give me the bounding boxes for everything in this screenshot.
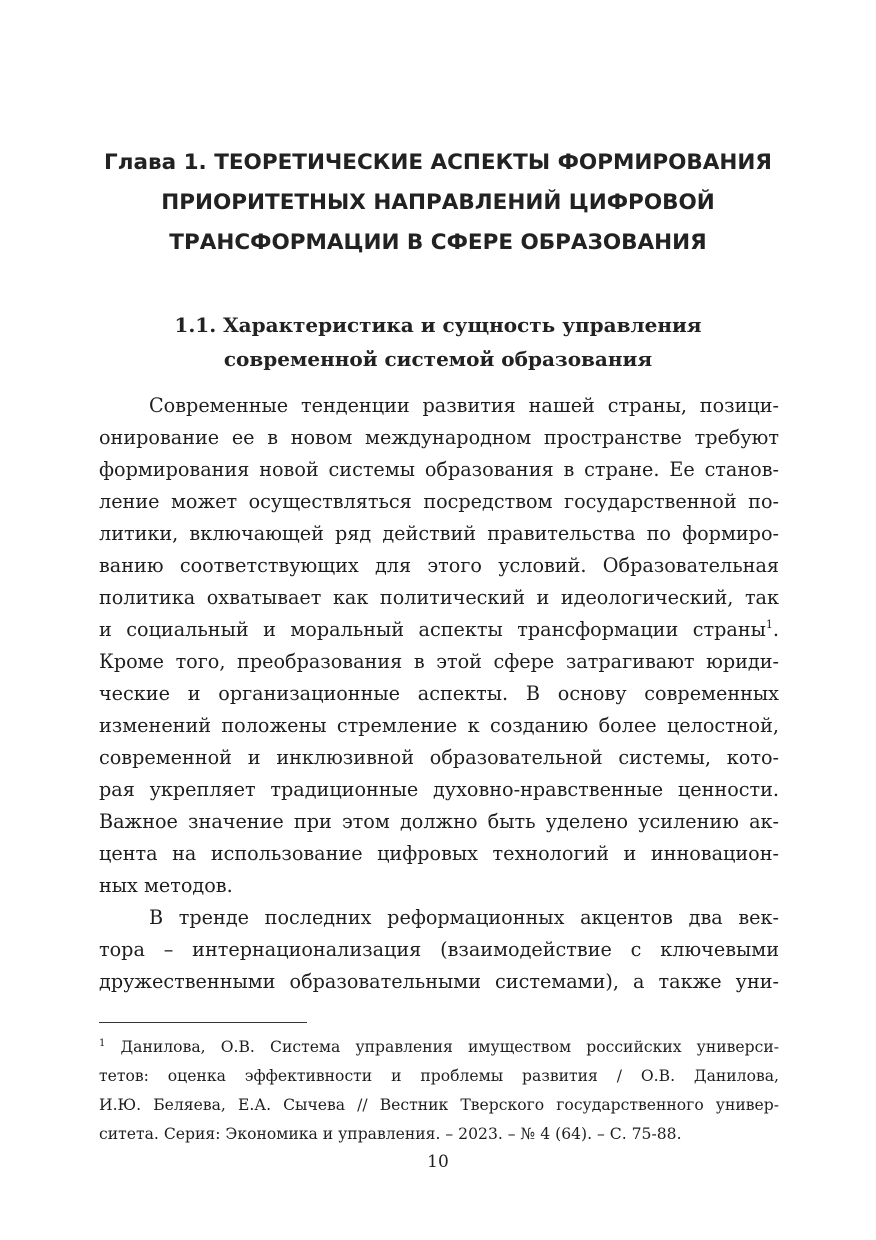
footnote-line: ситета. Серия: Экономика и управления. – 2023. – № 4 (64). – С. 75-88. (99, 1125, 682, 1143)
footnote-reference[interactable]: 1 (765, 618, 773, 631)
section-title (90, 308, 786, 376)
text-line-with-footnote (99, 614, 779, 646)
section-title-line: современной системой образования (223, 347, 653, 371)
text-line: современной и инклюзивной образовательной системы, кото- (99, 746, 779, 769)
text-line: формирования новой системы образования в стране. Ее станов- (99, 458, 779, 481)
text-line: ных методов. (99, 874, 233, 897)
chapter-title-line: ПРИОРИТЕТНЫХ НАПРАВЛЕНИЙ ЦИФРОВОЙ (161, 190, 715, 215)
chapter-title-line: ТРАНСФОРМАЦИИ В СФЕРЕ ОБРАЗОВАНИЯ (169, 230, 707, 255)
chapter-title-line: Глава 1. ТЕОРЕТИЧЕСКИЕ АСПЕКТЫ ФОРМИРОВАНИЯ (104, 150, 772, 175)
text-line: литики, включающей ряд действий правительства по формиро- (99, 522, 779, 545)
text-line: тора – интернационализация (взаимодействие с ключевыми (99, 938, 779, 961)
footnote-marker: 1 (99, 1038, 106, 1049)
footnote-line (99, 1033, 779, 1062)
paragraph-2 (99, 902, 779, 998)
text-line: рая укрепляет традиционные духовно-нравственные ценности. (99, 778, 779, 801)
text-line: изменений положены стремление к созданию более целостной, (99, 714, 779, 737)
text-line: Кроме того, преобразования в этой сфере затрагивают юриди- (99, 650, 779, 673)
section-title-line: 1.1. Характеристика и сущность управления (174, 313, 702, 337)
text-line: Важное значение при этом должно быть уделено усилению ак- (99, 810, 779, 833)
text-line: политика охватывает как политический и идеологический, так (99, 586, 779, 609)
text-line: В тренде последних реформационных акцентов два век- (149, 906, 779, 929)
footnote (99, 1033, 779, 1149)
text-line: ванию соответствующих для этого условий. Образовательная (99, 554, 779, 577)
footnote-line: И.Ю. Беляева, Е.А. Сычева // Вестник Тверского государственного универ- (99, 1096, 779, 1114)
text-line: ческие и организационные аспекты. В основу современных (99, 682, 779, 705)
chapter-title (90, 143, 786, 263)
text-segment: . (772, 618, 779, 641)
body-text (99, 390, 779, 998)
text-line: Современные тенденции развития нашей страны, позици- (149, 394, 779, 417)
text-segment: и социальный и моральный аспекты трансформации страны (99, 618, 766, 641)
footnote-separator (99, 1022, 307, 1023)
text-line: ление может осуществляться посредством государственной по- (99, 490, 779, 513)
text-line: цента на использование цифровых технологий и инновацион- (99, 842, 779, 865)
page-number: 10 (427, 1152, 449, 1172)
text-line: онирование ее в новом международном пространстве требуют (99, 426, 779, 449)
footnote-line: тетов: оценка эффективности и проблемы развития / О.В. Данилова, (99, 1067, 779, 1085)
text-line: дружественными образовательными системами), а также уни- (99, 970, 779, 993)
text-segment: Данилова, О.В. Система управления имуществом российских универси- (105, 1038, 779, 1056)
paragraph-1 (99, 390, 779, 902)
